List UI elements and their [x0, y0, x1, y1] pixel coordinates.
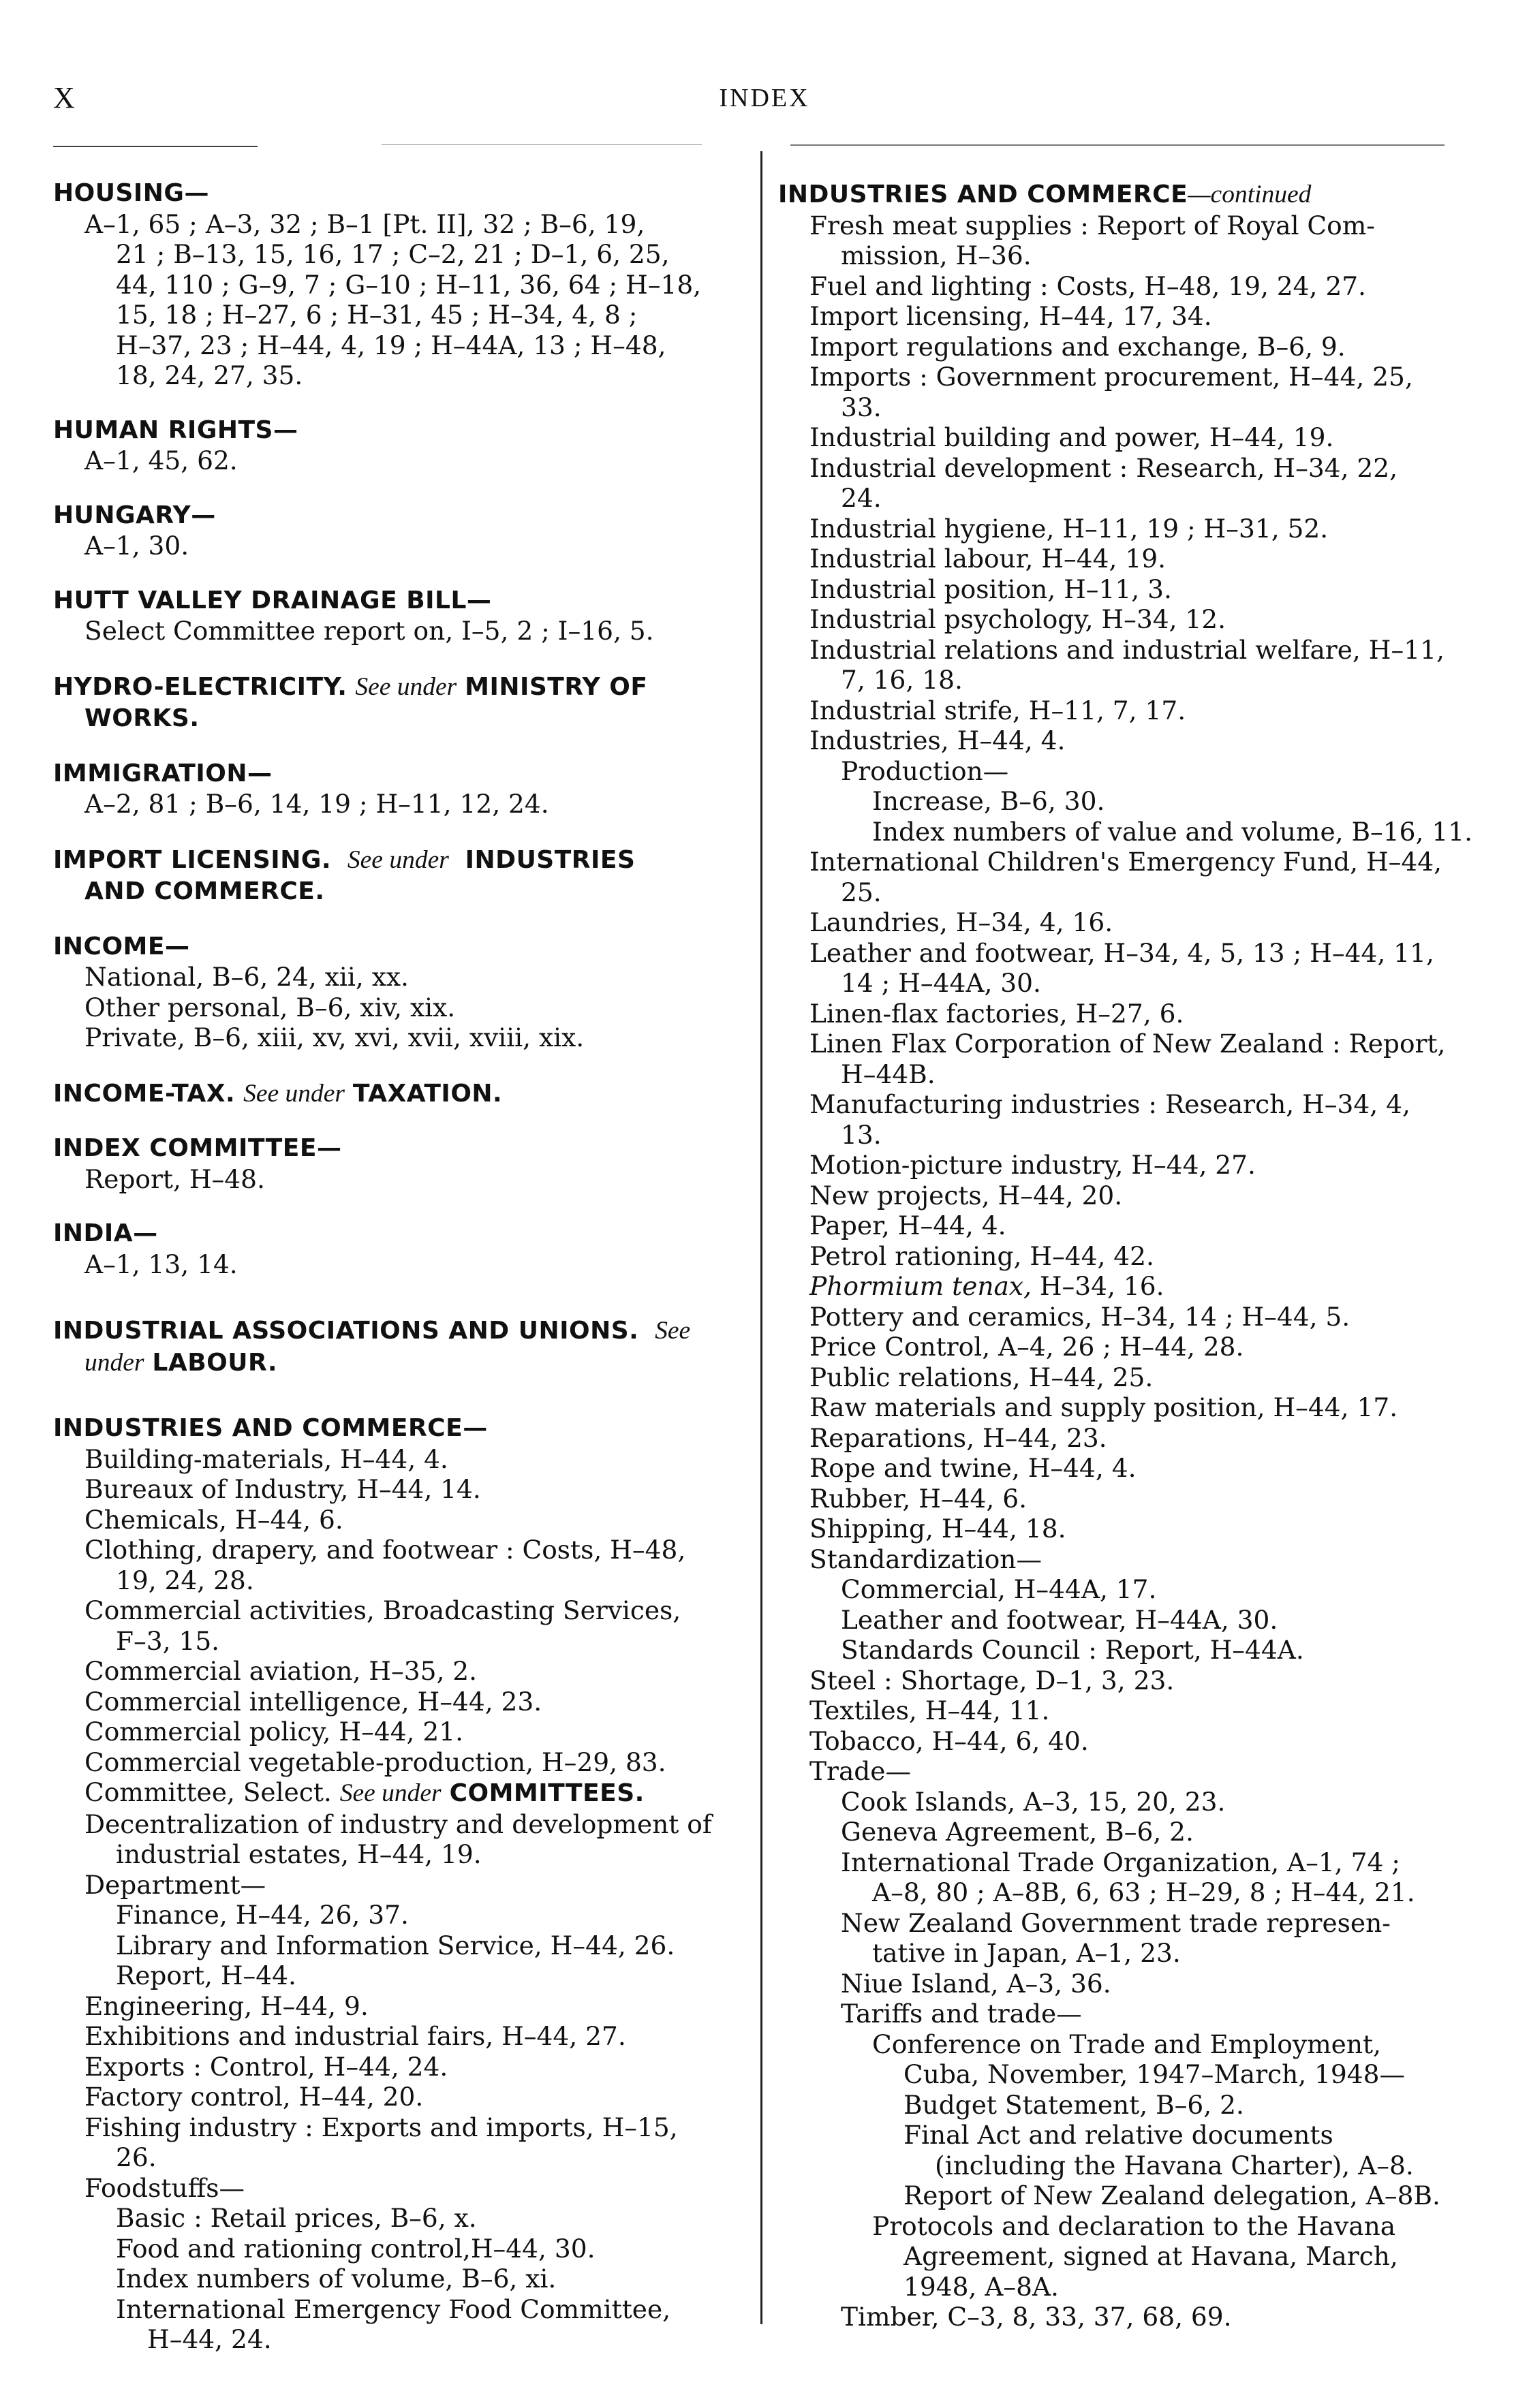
- entry-line: Report of New Zealand delegation, A–8B.: [904, 2180, 1440, 2210]
- xref-target: MINISTRY OF: [465, 672, 648, 701]
- entry-line: Index numbers of value and volume, B–16, 11.: [872, 816, 1472, 847]
- see-under: See under: [339, 1779, 442, 1807]
- heading-industries-commerce: INDUSTRIES AND COMMERCE—: [53, 1414, 488, 1442]
- phormium-rest: H–34, 16.: [1031, 1271, 1164, 1301]
- heading-income: INCOME—: [53, 932, 190, 960]
- entry-line: 24.: [841, 483, 882, 513]
- entry-line: Fishing industry : Exports and imports, H–15,: [84, 2112, 678, 2142]
- entry-line: Commercial aviation, H–35, 2.: [84, 1656, 478, 1686]
- entry-line: 7, 16, 18.: [841, 665, 963, 695]
- entry-line: Trade—: [809, 1756, 911, 1786]
- entry-line: Agreement, signed at Havana, March,: [904, 2241, 1398, 2271]
- entry-line: 18, 24, 27, 35.: [116, 360, 303, 390]
- heading-immigration: IMMIGRATION—: [53, 759, 273, 787]
- entry-line: Conference on Trade and Employment,: [872, 2029, 1381, 2059]
- entry-line: New projects, H–44, 20.: [809, 1180, 1123, 1210]
- entry-line: Industries, H–44, 4.: [809, 725, 1066, 755]
- entry-line: Leather and footwear, H–34, 4, 5, 13 ; H–44, 11,: [809, 937, 1434, 968]
- entry-line: Raw materials and supply position, H–44, 17.: [809, 1392, 1398, 1422]
- phormium-italic: Phormium tenax,: [809, 1271, 1032, 1301]
- entry-line: Budget Statement, B–6, 2.: [904, 2089, 1244, 2120]
- entry-line: Industrial labour, H–44, 19.: [809, 544, 1167, 574]
- heading-import-licensing: IMPORT LICENSING.: [53, 845, 332, 874]
- entry-india: [53, 1219, 743, 1279]
- entry-line: A–1, 45, 62.: [84, 445, 238, 475]
- entry-line: Library and Information Service, H–44, 26.: [116, 1930, 675, 1960]
- entry-line: Imports : Government procurement, H–44, 25,: [809, 362, 1413, 392]
- entry-line: A–2, 81 ; B–6, 14, 19 ; H–11, 12, 24.: [84, 789, 549, 819]
- entry-line: International Emergency Food Committee,: [116, 2294, 671, 2324]
- entry-line: A–1, 30.: [84, 531, 189, 561]
- heading-index-committee: INDEX COMMITTEE—: [53, 1134, 342, 1162]
- see-under: See under: [347, 845, 449, 874]
- see-under: See: [655, 1317, 691, 1345]
- entry-line: Department—: [84, 1869, 266, 1900]
- entry-line: Industrial development : Research, H–34, 22,: [809, 452, 1398, 483]
- entry-line: Tobacco, H–44, 6, 40.: [809, 1725, 1089, 1756]
- entry-line: Clothing, drapery, and footwear : Costs, H–48,: [84, 1535, 686, 1565]
- entry-line: Fuel and lighting : Costs, H–48, 19, 24, 27.: [809, 270, 1366, 301]
- entry-line: Industrial hygiene, H–11, 19 ; H–31, 52.: [809, 513, 1329, 544]
- entry-line: International Children's Emergency Fund, H–44,: [809, 847, 1442, 877]
- entry-line: Production—: [841, 755, 1009, 786]
- entry-line: Motion-picture industry, H–44, 27.: [809, 1150, 1256, 1180]
- entry-line: Petrol rationing, H–44, 42.: [809, 1240, 1154, 1271]
- entry-income: [53, 932, 743, 1053]
- entry-hungary: [53, 501, 743, 561]
- entry-line: Pottery and ceramics, H–34, 14 ; H–44, 5.: [809, 1301, 1350, 1332]
- header-rule-left: [53, 146, 258, 147]
- entry-line: 26.: [116, 2142, 157, 2172]
- entry-line: Tariffs and trade—: [841, 1999, 1082, 2029]
- entry-line: 21 ; B–13, 15, 16, 17 ; C–2, 21 ; D–1, 6, 25,: [116, 239, 670, 269]
- heading-india: INDIA—: [53, 1219, 158, 1247]
- entry-hydro-electricity: [53, 671, 743, 734]
- entry-line: Commercial vegetable-production, H–29, 83.: [84, 1747, 666, 1777]
- entry-line: Timber, C–3, 8, 33, 37, 68, 69.: [841, 2302, 1232, 2332]
- entry-line: Linen-flax factories, H–27, 6.: [809, 998, 1184, 1029]
- entry-line: H–37, 23 ; H–44, 4, 19 ; H–44A, 13 ; H–48,: [116, 330, 666, 360]
- entry-line: Price Control, A–4, 26 ; H–44, 28.: [809, 1332, 1244, 1362]
- entry-line: 19, 24, 28.: [116, 1565, 254, 1595]
- entry-line: Food and rationing control,H–44, 30.: [116, 2233, 596, 2264]
- entry-industries-commerce: [53, 1413, 743, 2355]
- xref-target: LABOUR.: [152, 1348, 278, 1377]
- entry-line: Factory control, H–44, 20.: [84, 2082, 424, 2112]
- entry-line: Paper, H–44, 4.: [809, 1210, 1006, 1240]
- entry-line: Exhibitions and industrial fairs, H–44, 27.: [84, 2021, 626, 2051]
- heading-income-tax: INCOME-TAX.: [53, 1079, 236, 1108]
- page-number: X: [53, 81, 75, 114]
- entry-line: Cuba, November, 1947–March, 1948—: [904, 2059, 1406, 2089]
- see-under: See under: [243, 1079, 345, 1108]
- entry-line: Commercial policy, H–44, 21.: [84, 1717, 464, 1747]
- entry-line: Rope and twine, H–44, 4.: [809, 1453, 1137, 1483]
- entry-line: Industrial position, H–11, 3.: [809, 574, 1172, 604]
- entry-line: Reparations, H–44, 23.: [809, 1422, 1107, 1453]
- entry-line: 13.: [841, 1119, 882, 1150]
- entry-line: Exports : Control, H–44, 24.: [84, 2051, 448, 2082]
- entry-line: F–3, 15.: [116, 1625, 220, 1656]
- page-header: [0, 80, 1529, 128]
- entry-line: 15, 18 ; H–27, 6 ; H–31, 45 ; H–34, 4, 8 ;: [116, 300, 638, 330]
- entry-line: Import regulations and exchange, B–6, 9.: [809, 331, 1346, 362]
- entry-line: Finance, H–44, 26, 37.: [116, 1900, 409, 1930]
- entry-line: mission, H–36.: [841, 240, 1032, 270]
- entry-line: Protocols and declaration to the Havana: [872, 2210, 1396, 2241]
- entry-line: industrial estates, H–44, 19.: [116, 1839, 482, 1869]
- xref-target: INDUSTRIES: [465, 845, 636, 874]
- entry-line-committee: [53, 1777, 743, 1809]
- xref-target: TAXATION.: [352, 1079, 503, 1108]
- see-under: See under: [355, 672, 457, 701]
- committee-text: Committee, Select.: [84, 1777, 332, 1807]
- entry-line: New Zealand Government trade represen-: [841, 1907, 1391, 1938]
- entry-line: Textiles, H–44, 11.: [809, 1695, 1050, 1725]
- entry-line: Basic : Retail prices, B–6, x.: [116, 2203, 477, 2233]
- entry-line: Commercial activities, Broadcasting Services,: [84, 1595, 681, 1625]
- continued-label: —continued: [1188, 181, 1312, 208]
- entry-line: Increase, B–6, 30.: [872, 786, 1105, 816]
- entry-line: Industrial psychology, H–34, 12.: [809, 604, 1226, 634]
- entry-line: A–8, 80 ; A–8B, 6, 63 ; H–29, 8 ; H–44, 21.: [872, 1877, 1415, 1907]
- entry-line: Standards Council : Report, H–44A.: [841, 1635, 1304, 1665]
- entry-line: Commercial intelligence, H–44, 23.: [84, 1686, 542, 1717]
- entry-line: Engineering, H–44, 9.: [84, 1990, 369, 2021]
- entry-line: Niue Island, A–3, 36.: [841, 1968, 1111, 1999]
- entry-line: 14 ; H–44A, 30.: [841, 968, 1041, 998]
- entry-line: Bureaux of Industry, H–44, 14.: [84, 1474, 481, 1504]
- entry-line: Manufacturing industries : Research, H–34, 4,: [809, 1089, 1410, 1119]
- entry-line: 25.: [841, 877, 882, 907]
- entry-line: H–44B.: [841, 1059, 936, 1089]
- entry-line: Building-materials, H–44, 4.: [84, 1443, 448, 1474]
- entry-human-rights: [53, 416, 743, 476]
- entry-line: Industrial building and power, H–44, 19.: [809, 422, 1334, 452]
- entry-line: Commercial, H–44A, 17.: [841, 1574, 1157, 1604]
- header-rule-left-2: [382, 144, 702, 145]
- entry-hutt-valley: [53, 586, 743, 646]
- entry-line: Select Committee report on, I–5, 2 ; I–16, 5.: [84, 616, 654, 646]
- page-title: INDEX: [719, 84, 810, 112]
- heading-hutt-valley: HUTT VALLEY DRAINAGE BILL—: [53, 586, 492, 614]
- entry-line: Shipping, H–44, 18.: [809, 1514, 1066, 1544]
- entry-line: Steel : Shortage, D–1, 3, 23.: [809, 1665, 1175, 1695]
- entry-line: (including the Havana Charter), A–8.: [935, 2150, 1414, 2180]
- entry-line: Final Act and relative documents: [904, 2120, 1333, 2150]
- xref-target: COMMITTEES.: [449, 1779, 645, 1807]
- entry-line: Index numbers of volume, B–6, xi.: [116, 2264, 557, 2294]
- entry-housing: [53, 178, 743, 391]
- entry-line: Import licensing, H–44, 17, 34.: [809, 301, 1212, 331]
- see-under: under: [84, 1348, 144, 1377]
- entry-line: Decentralization of industry and development of: [84, 1809, 712, 1839]
- entry-line: Rubber, H–44, 6.: [809, 1483, 1028, 1514]
- column-divider: [760, 151, 762, 2324]
- entry-line: H–44, 24.: [147, 2324, 272, 2354]
- entry-line: A–1, 13, 14.: [84, 1249, 238, 1279]
- entry-line: Industrial relations and industrial welfare, H–11,: [809, 634, 1445, 665]
- header-rule-right: [790, 144, 1445, 146]
- heading-human-rights: HUMAN RIGHTS—: [53, 416, 298, 444]
- entry-line: Chemicals, H–44, 6.: [84, 1504, 343, 1535]
- entry-line: 1948, A–8A.: [904, 2271, 1059, 2302]
- entry-line: Foodstuffs—: [84, 2172, 245, 2203]
- entry-line: tative in Japan, A–1, 23.: [872, 1938, 1181, 1968]
- entry-line: Other personal, B–6, xiv, xix.: [84, 992, 456, 1022]
- entry-line: Industrial strife, H–11, 7, 17.: [809, 695, 1186, 725]
- heading-hungary: HUNGARY—: [53, 501, 216, 529]
- entry-line: International Trade Organization, A–1, 74 ;: [841, 1847, 1400, 1877]
- entry-industrial-associations: [53, 1315, 743, 1378]
- entry-line-phormium: [778, 1271, 1468, 1302]
- entry-immigration: [53, 759, 743, 819]
- entry-line: Standardization—: [809, 1544, 1042, 1574]
- xref-target: WORKS.: [84, 704, 200, 732]
- right-column: [778, 178, 1472, 2332]
- entry-line: Report, H–48.: [84, 1163, 265, 1194]
- entry-line: 44, 110 ; G–9, 7 ; G–10 ; H–11, 36, 64 ; H–18,: [116, 269, 702, 300]
- heading-housing: HOUSING—: [53, 179, 209, 207]
- heading-industrial-associations: INDUSTRIAL ASSOCIATIONS AND UNIONS.: [53, 1317, 639, 1345]
- entry-line: A–1, 65 ; A–3, 32 ; B–1 [Pt. II], 32 ; B–6, 19,: [84, 208, 645, 239]
- entry-import-licensing: [53, 844, 743, 907]
- entry-line: Geneva Agreement, B–6, 2.: [841, 1817, 1194, 1847]
- entry-line: Laundries, H–34, 4, 16.: [809, 907, 1113, 937]
- xref-target: AND COMMERCE.: [84, 877, 325, 905]
- entry-line: Private, B–6, xiii, xv, xvi, xvii, xviii, xix.: [84, 1022, 585, 1052]
- entry-line: Report, H–44.: [116, 1960, 296, 1990]
- entry-income-tax: [53, 1078, 743, 1110]
- left-column: [53, 178, 743, 2379]
- entry-line: 33.: [841, 392, 882, 422]
- heading-industries-commerce-continued: INDUSTRIES AND COMMERCE: [778, 181, 1188, 208]
- entry-line: Public relations, H–44, 25.: [809, 1362, 1154, 1392]
- entry-index-committee: [53, 1133, 743, 1194]
- heading-industries-continued: [778, 178, 1468, 210]
- entry-line: Fresh meat supplies : Report of Royal Com-: [809, 210, 1375, 240]
- entry-line: Leather and footwear, H–44A, 30.: [841, 1604, 1278, 1635]
- entry-line: National, B–6, 24, xii, xx.: [84, 962, 409, 992]
- heading-hydro: HYDRO-ELECTRICITY.: [53, 672, 348, 701]
- entry-line: Cook Islands, A–3, 15, 20, 23.: [841, 1786, 1226, 1817]
- entry-line: Linen Flax Corporation of New Zealand : Report,: [809, 1029, 1446, 1059]
